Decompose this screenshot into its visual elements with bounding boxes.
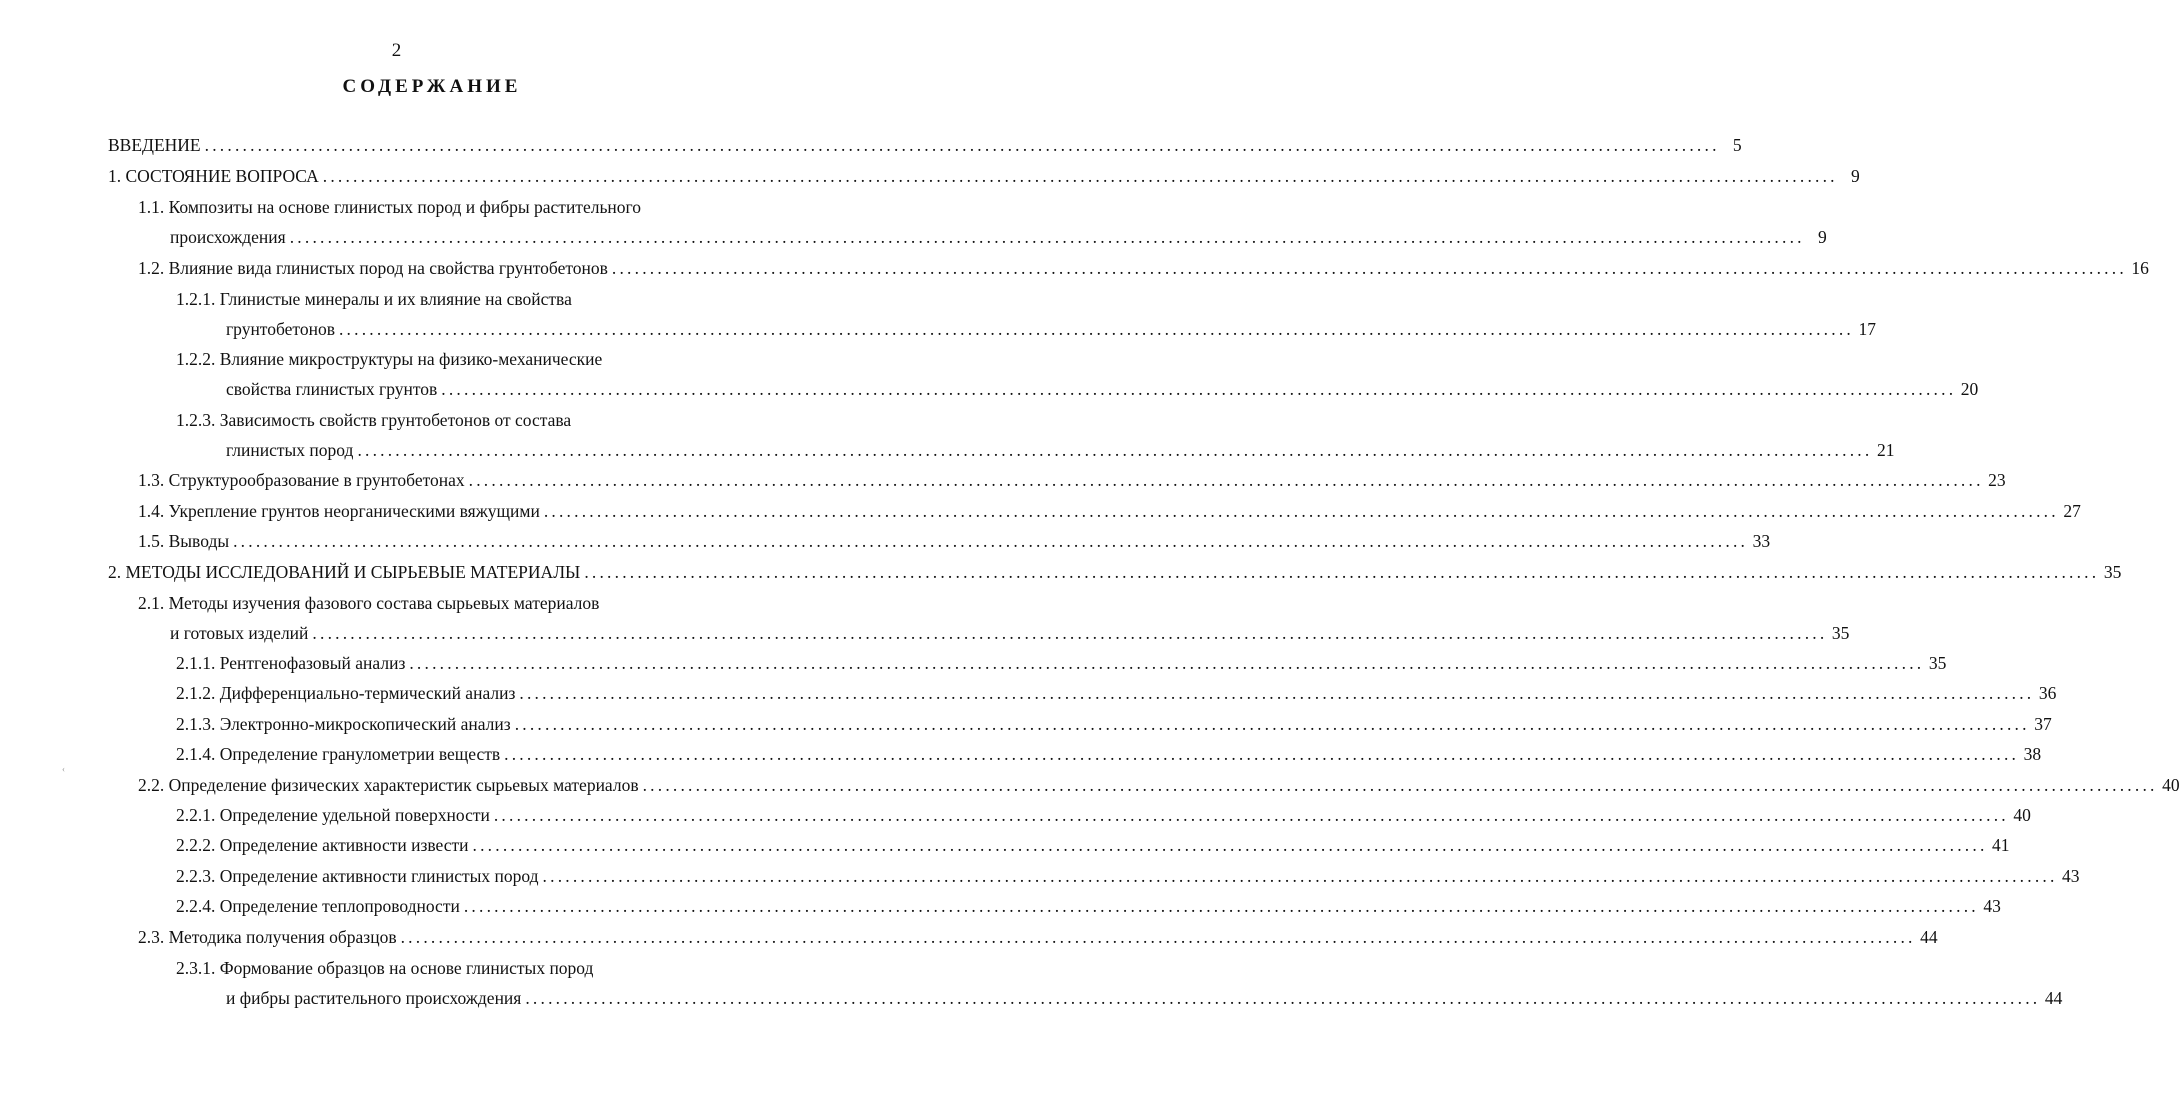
toc-entry-label: 1.4. Укрепление грунтов неорганическими вяжущими bbox=[138, 501, 540, 521]
toc-entry-label: 2.3.1. Формование образцов на основе глинистых пород bbox=[176, 958, 594, 978]
toc-entry bbox=[226, 378, 1979, 400]
toc-entry bbox=[176, 409, 571, 431]
scan-speck: ‹ bbox=[62, 764, 65, 774]
toc-page-number: 35 bbox=[2103, 562, 2122, 582]
toc-dot-leader: ........................................................................................................................................................................................................ bbox=[441, 379, 1957, 399]
toc-dot-leader: ........................................................................................................................................................................................................ bbox=[543, 501, 2059, 521]
toc-entry bbox=[108, 165, 1860, 187]
toc-page-number: 21 bbox=[1876, 440, 1895, 460]
toc-entry bbox=[176, 895, 2001, 917]
toc-entry-label: 1.2. Влияние вида глинистых пород на свойства грунтобетонов bbox=[138, 258, 608, 278]
toc-dot-leader: ........................................................................................................................................................................................................ bbox=[519, 683, 2035, 703]
toc-page-number: 5 bbox=[1732, 135, 1742, 155]
toc-entry bbox=[138, 926, 1938, 948]
toc-entry-label: свойства глинистых грунтов bbox=[226, 379, 438, 399]
toc-entry-label: 2. МЕТОДЫ ИССЛЕДОВАНИЙ И СЫРЬЕВЫЕ МАТЕРИАЛЫ bbox=[108, 562, 581, 582]
toc-entry-label: 2.1.2. Дифференциально-термический анализ bbox=[176, 683, 516, 703]
toc-page-number: 37 bbox=[2034, 714, 2052, 734]
toc-entry bbox=[138, 592, 599, 614]
toc-entry bbox=[138, 257, 2149, 279]
toc-entry-label: 2.2.4. Определение теплопроводности bbox=[176, 896, 460, 916]
toc-dot-leader: ........................................................................................................................................................................................................ bbox=[463, 896, 1979, 916]
toc-entry-label: глинистых пород bbox=[226, 440, 354, 460]
toc-entry-label: 1.2.3. Зависимость свойств грунтобетонов от состава bbox=[176, 410, 572, 430]
toc-page-number: 16 bbox=[2131, 258, 2149, 278]
toc-entry-label: 2.2. Определение физических характеристик сырьевых материалов bbox=[138, 775, 639, 795]
toc-entry bbox=[176, 652, 1947, 674]
toc-entry-label: 2.1.4. Определение гранулометрии веществ bbox=[176, 744, 501, 764]
toc-dot-leader: ........................................................................................................................................................................................................ bbox=[322, 166, 1838, 186]
toc-page-number: 41 bbox=[1992, 835, 2010, 855]
toc-entry bbox=[170, 226, 1827, 248]
toc-page-number: 40 bbox=[2013, 805, 2031, 825]
toc-entry bbox=[108, 561, 2122, 583]
toc-page-number: 43 bbox=[1983, 896, 2001, 916]
toc-entry bbox=[138, 500, 2081, 522]
toc-entry bbox=[138, 774, 2180, 796]
toc-page-number: 9 bbox=[1851, 166, 1860, 186]
toc-entry bbox=[226, 439, 1895, 461]
toc-dot-leader: ........................................................................................................................................................................................................ bbox=[204, 135, 1720, 155]
toc-dot-leader: ........................................................................................................................................................................................................ bbox=[504, 744, 2020, 764]
toc-entry bbox=[176, 957, 593, 979]
toc-entry-label: 1. СОСТОЯНИЕ ВОПРОСА bbox=[108, 166, 319, 186]
toc-entry-label: и готовых изделий bbox=[170, 623, 309, 643]
toc-dot-leader: ........................................................................................................................................................................................................ bbox=[611, 258, 2127, 278]
toc-page-number: 44 bbox=[1920, 927, 1938, 947]
toc-entry-label: ВВЕДЕНИЕ bbox=[108, 135, 201, 155]
toc-dot-leader: ........................................................................................................................................................................................................ bbox=[514, 714, 2030, 734]
toc-page-number: 36 bbox=[2038, 683, 2057, 703]
toc-entry bbox=[176, 682, 2057, 704]
toc-page-number: 23 bbox=[1988, 470, 2006, 490]
toc-entry-label: 2.1. Методы изучения фазового состава сырьевых материалов bbox=[138, 593, 600, 613]
toc-entry bbox=[138, 469, 2006, 491]
toc-entry-label: 2.2.2. Определение активности извести bbox=[176, 835, 469, 855]
toc-dot-leader: ........................................................................................................................................................................................................ bbox=[493, 805, 2009, 825]
toc-entry-label: 1.2.2. Влияние микроструктуры на физико-механические bbox=[176, 349, 603, 369]
toc-entry-label: грунтобетонов bbox=[226, 319, 335, 339]
toc-page-number: 43 bbox=[2062, 866, 2080, 886]
toc-page-number: 38 bbox=[2023, 744, 2042, 764]
toc-entry-label: 2.2.3. Определение активности глинистых пород bbox=[176, 866, 539, 886]
toc-dot-leader: ........................................................................................................................................................................................................ bbox=[233, 531, 1749, 551]
toc-page-number: 40 bbox=[2162, 775, 2180, 795]
toc-title: СОДЕРЖАНИЕ bbox=[342, 76, 522, 97]
toc-dot-leader: ........................................................................................................................................................................................................ bbox=[525, 988, 2041, 1008]
page-number: 2 bbox=[391, 40, 402, 61]
toc-entry-label: 2.3. Методика получения образцов bbox=[138, 927, 397, 947]
toc-dot-leader: ........................................................................................................................................................................................................ bbox=[468, 470, 1984, 490]
toc-dot-leader: ........................................................................................................................................................................................................ bbox=[472, 835, 1988, 855]
toc-entry-label: 1.5. Выводы bbox=[138, 531, 230, 551]
toc-page-number: 33 bbox=[1752, 531, 1771, 551]
toc-dot-leader: ........................................................................................................................................................................................................ bbox=[357, 440, 1873, 460]
toc-page-number: 35 bbox=[1928, 653, 1947, 673]
toc-page-number: 27 bbox=[2063, 501, 2081, 521]
toc-entry-label: 2.2.1. Определение удельной поверхности bbox=[176, 805, 490, 825]
toc-entry-label: 2.1.1. Рентгенофазовый анализ bbox=[176, 653, 406, 673]
toc-page-number: 35 bbox=[1831, 623, 1850, 643]
toc-entry-label: 2.1.3. Электронно-микроскопический анализ bbox=[176, 714, 511, 734]
toc-entry bbox=[176, 743, 2042, 765]
toc-entry bbox=[138, 196, 641, 218]
toc-entry-label: 1.2.1. Глинистые минералы и их влияние на свойства bbox=[176, 289, 572, 309]
toc-entry bbox=[170, 622, 1850, 644]
toc-entry-label: 1.1. Композиты на основе глинистых пород и фибры растительного bbox=[138, 197, 642, 217]
toc-entry-label: происхождения bbox=[170, 227, 286, 247]
toc-entry bbox=[226, 987, 2063, 1009]
toc-entry-label: и фибры растительного происхождения bbox=[226, 988, 522, 1008]
toc-dot-leader: ........................................................................................................................................................................................................ bbox=[542, 866, 2058, 886]
toc-page-number: 17 bbox=[1858, 319, 1876, 339]
toc-page-number: 44 bbox=[2044, 988, 2063, 1008]
toc-entry bbox=[226, 318, 1876, 340]
toc-dot-leader: ........................................................................................................................................................................................................ bbox=[400, 927, 1916, 947]
toc-entry bbox=[176, 348, 602, 370]
toc-entry-label: 1.3. Структурообразование в грунтобетонах bbox=[138, 470, 465, 490]
toc-entry bbox=[176, 865, 2080, 887]
toc-entry bbox=[108, 134, 1742, 156]
toc-entry bbox=[176, 713, 2052, 735]
toc-dot-leader: ........................................................................................................................................................................................................ bbox=[338, 319, 1854, 339]
toc-dot-leader: ........................................................................................................................................................................................................ bbox=[312, 623, 1828, 643]
toc-dot-leader: ........................................................................................................................................................................................................ bbox=[584, 562, 2100, 582]
toc-dot-leader: ........................................................................................................................................................................................................ bbox=[289, 227, 1805, 247]
toc-entry bbox=[176, 804, 2031, 826]
toc-dot-leader: ........................................................................................................................................................................................................ bbox=[642, 775, 2158, 795]
toc-entry bbox=[176, 834, 2010, 856]
toc-entry bbox=[176, 288, 572, 310]
toc-dot-leader: ........................................................................................................................................................................................................ bbox=[409, 653, 1925, 673]
toc-entry bbox=[138, 530, 1771, 552]
toc-page-number: 9 bbox=[1817, 227, 1827, 247]
toc-page-number: 20 bbox=[1960, 379, 1979, 399]
